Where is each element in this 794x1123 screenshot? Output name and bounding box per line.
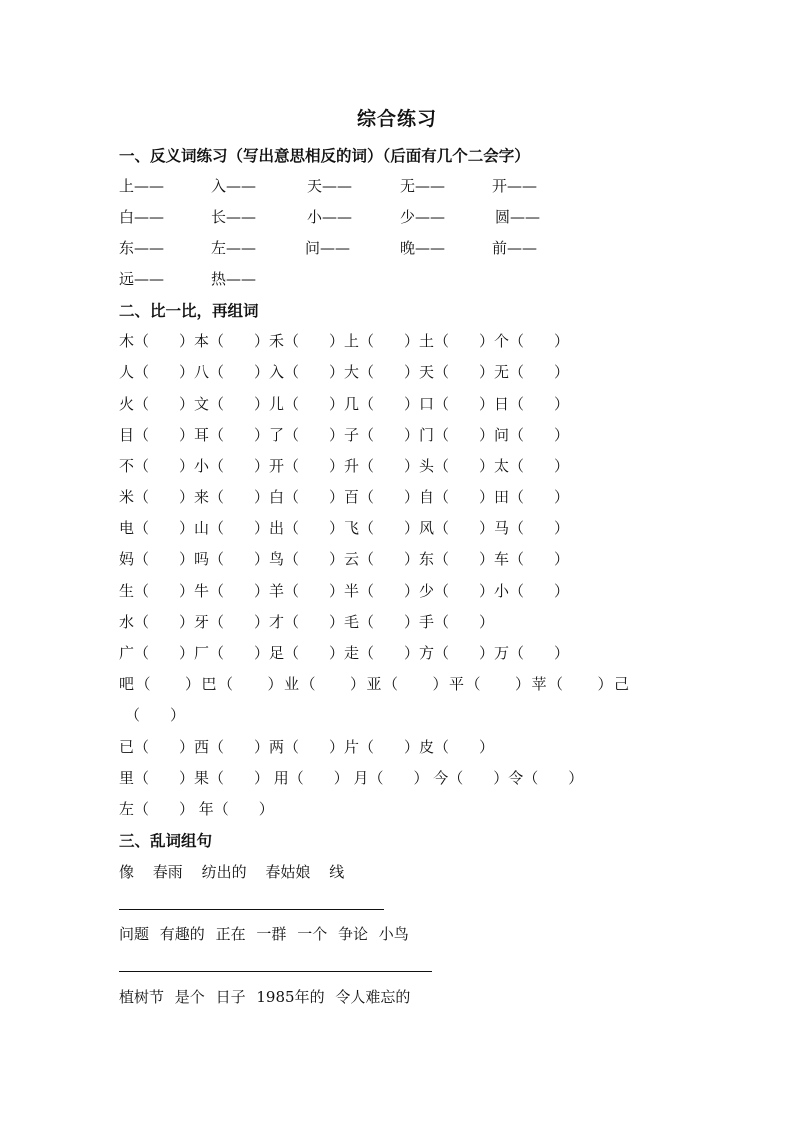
compare-row: 广（ ）厂（ ）足（ ）走（ ）方（ ）万（ ） xyxy=(119,644,570,662)
compare-row: 水（ ）牙（ ）才（ ）毛（ ）手（ ） xyxy=(119,613,495,631)
compare-row: 不（ ）小（ ）开（ ）升（ ）头（ ）太（ ） xyxy=(119,457,570,475)
antonym-item: 长—— xyxy=(211,208,257,226)
word: 令人难忘的 xyxy=(335,988,411,1006)
word: 小鸟 xyxy=(378,925,409,943)
word: 一群 xyxy=(256,925,287,943)
antonym-item: 上—— xyxy=(119,177,165,195)
answer-line[interactable] xyxy=(119,909,384,910)
word: 有趣的 xyxy=(159,925,205,943)
antonym-item: 问—— xyxy=(305,239,351,257)
word: 是个 xyxy=(174,988,205,1006)
section1-heading: 一、反义词练习（写出意思相反的词）（后面有几个二会字） xyxy=(119,146,530,165)
word: 日子 xyxy=(215,988,246,1006)
compare-row: 人（ ）八（ ）入（ ）大（ ）天（ ）无（ ） xyxy=(119,363,570,381)
compare-row: 吧（ ）巴（ ）业（ ）亚（ ）平（ ）苹（ ）己 xyxy=(119,675,631,693)
antonym-item: 小—— xyxy=(307,208,353,226)
word: 纺出的 xyxy=(201,863,247,881)
compare-row: 米（ ）来（ ）白（ ）百（ ）自（ ）田（ ） xyxy=(119,488,570,506)
word: 正在 xyxy=(215,925,246,943)
word: 春姑娘 xyxy=(265,863,311,881)
scrambled-sentence xyxy=(119,986,416,1007)
antonym-item: 开—— xyxy=(492,177,538,195)
compare-row: 火（ ）文（ ）儿（ ）几（ ）口（ ）日（ ） xyxy=(119,395,570,413)
antonym-item: 天—— xyxy=(307,177,353,195)
page-title: 综合练习 xyxy=(356,108,437,130)
antonym-item: 左—— xyxy=(211,239,257,257)
compare-row: 生（ ）牛（ ）羊（ ）半（ ）少（ ）小（ ） xyxy=(119,582,570,600)
antonym-item: 前—— xyxy=(492,239,538,257)
antonym-item: 无—— xyxy=(400,177,446,195)
compare-row: 目（ ）耳（ ）了（ ）子（ ）门（ ）问（ ） xyxy=(119,426,570,444)
compare-row: 已（ ）西（ ）两（ ）片（ ）皮（ ） xyxy=(119,738,495,756)
word: 线 xyxy=(329,863,345,881)
word: 一个 xyxy=(297,925,328,943)
word: 植树节 xyxy=(119,988,165,1006)
word: 问题 xyxy=(119,925,150,943)
antonym-item: 东—— xyxy=(119,239,165,257)
antonym-item: 少—— xyxy=(400,208,446,226)
antonym-item: 远—— xyxy=(119,270,165,288)
compare-row: 左（ ） 年（ ） xyxy=(119,800,274,818)
antonym-item: 入—— xyxy=(211,177,257,195)
compare-row: 木（ ）本（ ）禾（ ）上（ ）土（ ）个（ ） xyxy=(119,332,570,350)
word: 像 xyxy=(119,863,135,881)
antonym-item: 热—— xyxy=(211,270,257,288)
antonym-item: 圆—— xyxy=(495,208,541,226)
compare-row: （ ） xyxy=(125,706,186,724)
word: 春雨 xyxy=(152,863,183,881)
scrambled-sentence xyxy=(119,861,358,882)
scrambled-sentence xyxy=(119,923,415,944)
antonym-item: 白—— xyxy=(119,208,165,226)
word: 争论 xyxy=(337,925,368,943)
compare-row: 妈（ ）吗（ ）鸟（ ）云（ ）东（ ）车（ ） xyxy=(119,550,570,568)
compare-row: 电（ ）山（ ）出（ ）飞（ ）风（ ）马（ ） xyxy=(119,519,570,537)
answer-line[interactable] xyxy=(119,971,432,972)
section3-heading: 三、乱词组句 xyxy=(119,831,213,850)
antonym-item: 晚—— xyxy=(400,239,446,257)
compare-row: 里（ ）果（ ） 用（ ） 月（ ） 今（ ）令（ ） xyxy=(119,769,584,787)
word: 1985年的 xyxy=(256,988,325,1006)
section2-heading: 二、比一比，再组词 xyxy=(119,301,259,320)
